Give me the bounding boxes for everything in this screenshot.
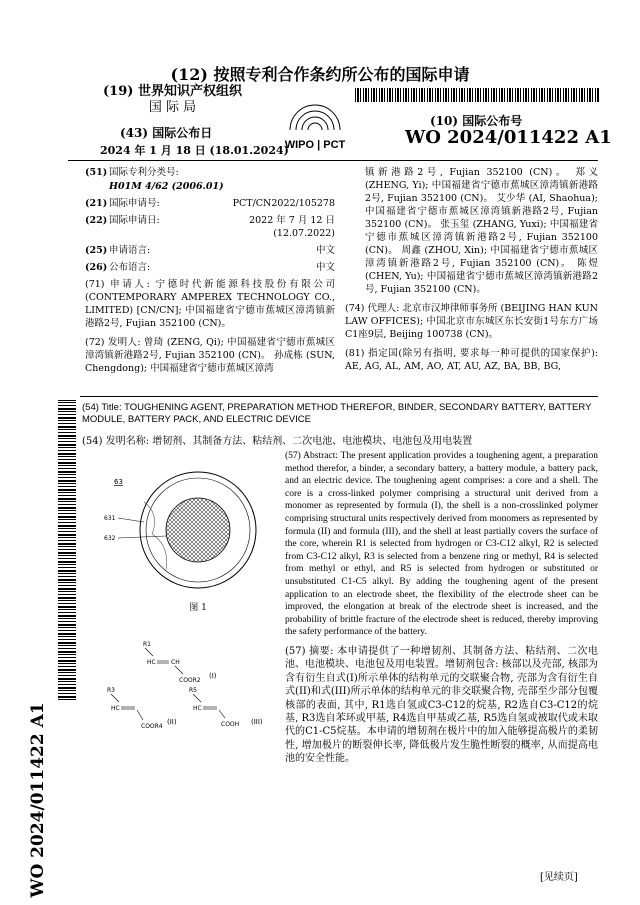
barcode-side [58,400,76,700]
inventors: (72) 发明人: 曾琦 (ZENG, Qi); 中国福建省宁德市蕉城区漳湾镇新港路2号, Fujian 352100 (CN)。 孙成栋 (SUN, Chengdong); 中国福建省宁德市蕉城区漳湾 [85,337,335,374]
ipc-class: H01M 4/62 (2006.01) [109,181,224,192]
formula-1-r1: R1 [143,641,151,648]
biblio-row: (51) 国际专利分类号: [85,167,179,178]
figure-label-631: 631 [104,515,116,522]
figure-label-632: 632 [104,535,116,542]
formula-2-coor4: COOR4 [141,723,163,730]
figure-caption: 图 1 [189,603,207,613]
figure-label-63: 63 [114,478,123,486]
biblio-row: (22) 国际申请日: 2022 年 7 月 12 日 (12.07.2022) [85,215,335,239]
biblio-row [85,180,335,193]
formula-2-r3: R3 [107,687,115,694]
formula-3-r5: R5 [189,687,197,694]
formula-1-hc: HC [147,659,156,666]
formula-1-ch: CH [171,659,180,666]
figure-1 [100,470,290,620]
designated-states: (81) 指定国(除另有指明, 要求每一种可提供的国家保护): AE, AG, AL, AM, AO, AT, AU, AZ, BA, BB, BG, [345,348,598,372]
divider [68,160,598,161]
agent: (74) 代理人: 北京市汉坤律师事务所 (BEIJING HAN KUN LAW OFFICES); 中国北京市东城区东长安街1号东方广场C1座9层, Beijing 100738 (CN)。 [345,303,598,340]
formula-3-tag: (III) [251,718,263,726]
pub-date-label: (43) 国际公布日 [120,126,213,140]
formula-3-hc: HC [193,705,202,712]
wipo-logo-text: WIPO | PCT [284,139,346,151]
applicant: (71) 申请人: 宁德时代新能源科技股份有限公司 (CONTEMPORARY AMPEREX TECHNOLOGY CO., LIMITED) [CN/CN]; 中国福建省宁德市蕉城区漳湾镇新港路2号, Fujian 352100 (CN)。 [85,279,335,329]
chemical-formulas [105,640,285,740]
continued-note: [见续页] [540,872,578,883]
barcode-top [355,88,600,102]
wipo-logo [270,100,360,152]
formula-3-cooh: COOH [221,721,240,728]
formula-2-tag: (II) [167,718,177,726]
pub-number-label: (10) 国际公布号 [430,114,523,128]
document-title: (12) 按照专利合作条约所公布的国际申请 [170,65,470,84]
title-chinese: (54) 发明名称: 增韧剂、其制备方法、粘结剂、二次电池、电池模块、电池包及用电装置 [82,436,473,447]
formula-2-hc: HC [111,705,120,712]
organization-name: (19) 世界知识产权组织 [103,84,242,99]
biblio-left [85,166,335,375]
inventors-continued: 镇新港路2号, Fujian 352100 (CN)。 郑义 (ZHENG, Yi); 中国福建省宁德市蕉城区漳湾镇新港路2号, Fujian 352100 (CN)。 艾少华 (AI, Shaohua); 中国福建省宁德市蕉城区漳湾镇新港路2号, Fujian 352100 (CN)。 张玉玺 (ZHANG, Yuxi); 中国福建省宁德市蕉城区漳湾镇新港路2号, Fujian 352100 (CN)。 周鑫 (ZHOU, Xin); 中国福建省宁德市蕉城区漳湾镇新港路2号, Fujian 352100 (CN)。 陈煜 (CHEN, Yu); 中国福建省宁德市蕉城区漳湾镇新港路2号, Fujian 352100 (CN)。 [365,167,598,295]
biblio-row: (26) 公布语言: 中文 [85,262,335,273]
pub-date: 2024 年 1 月 18 日 (18.01.2024) [100,144,289,157]
side-publication-number: WO 2024/011422 A1 [28,702,48,898]
biblio-row: (21) 国际申请号: PCT/CN2022/105278 [85,198,335,209]
biblio-row: (25) 申请语言: 中文 [85,245,335,256]
organization-block [85,84,260,116]
formula-1-coor2: COOR2 [179,677,201,684]
divider [80,396,598,397]
organization-bureau: 国 际 局 [148,100,197,115]
abstract-chinese: (57) 摘要: 本申请提供了一种增韧剂、其制备方法、粘结剂、二次电池、电池模块、电池包及用电装置。增韧剂包含: 核部以及壳部, 核部为含有衍生自式(I)所示单体的结构单元的交联聚合物, 壳部为含有衍生自式(II)和式(III)所示单体的结构单元的非交联聚合物, 壳部至少部分包覆核部的表面, 其中, R1选自氢或C3-C12的烷基, R2选自C3-C12的烷基, R3选自苯环或甲基, R4选自甲基或乙基, R5选自氢或被取代或未取代的C1-C5烷基。本申请的增韧剂在极片中的加入能够提高极片的柔韧性, 增加极片的断裂伸长率, 降低极片发生脆性断裂的概率, 从而提高电池的安全性能。 [285,646,598,765]
pub-number: WO 2024/011422 A1 [405,127,612,148]
abstract-english: (57) Abstract: The present application provides a toughening agent, a preparation method therefor, a binder, a secondary battery, a battery module, a battery pack, and an electric device. The toughening agent comprises: a core and a shell. The core is a cross-linked polymer comprising a structural unit derived from a monomer as represented by formula (I), the shell is a non-crosslinked polymer comprising structural units respectively derived from monomers as represented by formula (II) and formula (III), and the shell at least partially covers the surface of the core, wherein R1 is selected from hydrogen or C3-C12 alkyl, R2 is selected from C3-C12 alkyl, R3 is selected from a benzene ring or methyl, R4 is selected from methyl or ethyl, and R5 is selected from hydrogen or substituted or unsubstituted C1-C5 alkyl. By adding the toughening agent of the present application to an electrode sheet, the flexibility of the electrode sheet can be improved, the elongation at break of the electrode sheet is increased, and the probability of brittle fracture of the electrode sheet is reduced, thereby improving the safety performance of the battery. [285,451,598,638]
core-circle [166,498,230,562]
title-english: (54) Title: TOUGHENING AGENT, PREPARATION METHOD THEREFOR, BINDER, SECONDARY BATTERY, BATTERY MODULE, BATTERY PACK, AND ELECTRIC DEVICE [82,402,592,425]
biblio-right [345,166,598,373]
formula-1-tag: (I) [209,672,217,680]
